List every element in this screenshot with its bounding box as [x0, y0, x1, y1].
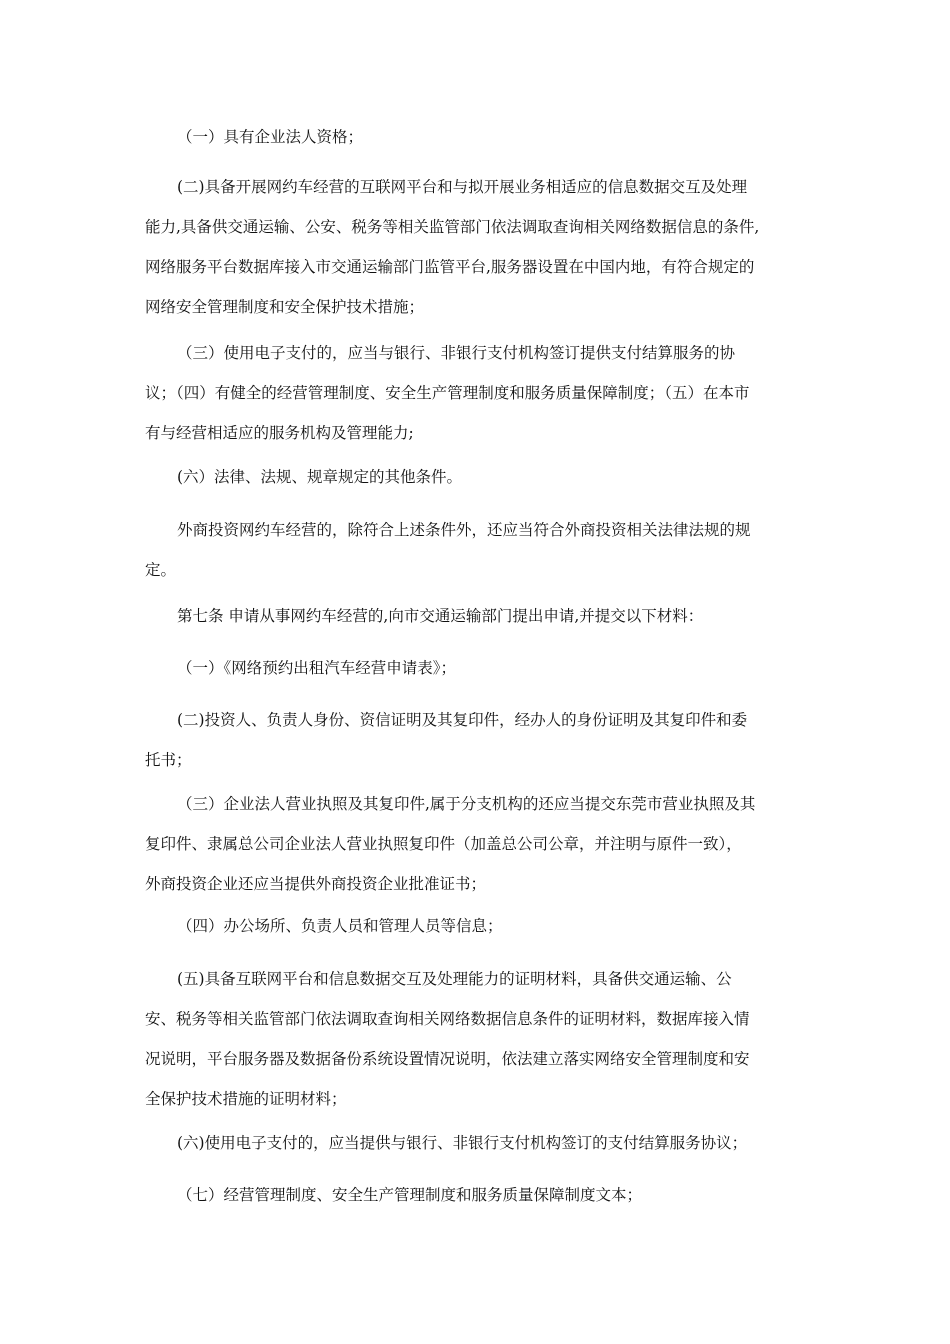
text-line: (六)使用电子支付的，应当提供与银行、非银行支付机构签订的支付结算服务协议；	[177, 1134, 748, 1152]
text-line: （三）使用电子支付的，应当与银行、非银行支付机构签订提供支付结算服务的协	[177, 344, 736, 362]
text-line: 外商投资企业还应当提供外商投资企业批准证书；	[145, 875, 487, 893]
text-line: (二)投资人、负责人身份、资信证明及其复印件，经办人的身份证明及其复印件和委	[177, 711, 748, 729]
text-line: 议；（四）有健全的经营管理制度、安全生产管理制度和服务质量保障制度；（五）在本市	[145, 384, 750, 402]
text-line: 定。	[145, 561, 177, 579]
text-line: 安、税务等相关监管部门依法调取查询相关网络数据信息条件的证明材料，数据库接入情	[145, 1010, 750, 1028]
text-line: (二)具备开展网约车经营的互联网平台和与拟开展业务相适应的信息数据交互及处理	[177, 178, 748, 196]
text-line: （一）《网络预约出租汽车经营申请表》；	[177, 659, 457, 677]
text-line: （七）经营管理制度、安全生产管理制度和服务质量保障制度文本；	[177, 1186, 643, 1204]
paragraph-item-1	[145, 117, 810, 157]
material-item-6	[145, 1123, 810, 1163]
text-line: 网络服务平台数据库接入市交通运输部门监管平台,服务器设置在中国内地，有符合规定的	[145, 258, 755, 276]
text-line: 况说明，平台服务器及数据备份系统设置情况说明，依法建立落实网络安全管理制度和安	[145, 1050, 750, 1068]
paragraph-item-6	[145, 457, 810, 497]
text-line: 网络安全管理制度和安全保护技术措施；	[145, 298, 425, 316]
text-line: （四）办公场所、负责人员和管理人员等信息；	[177, 917, 503, 935]
text-line: 复印件、隶属总公司企业法人营业执照复印件（加盖总公司公章，并注明与原件一致），	[145, 835, 742, 853]
text-line: 第七条 申请从事网约车经营的,向市交通运输部门提出申请,并提交以下材料：	[177, 607, 704, 625]
text-line: 托书；	[145, 751, 192, 769]
material-item-5	[145, 959, 810, 1119]
paragraph-item-3	[145, 333, 810, 453]
material-item-7	[145, 1175, 810, 1215]
material-item-2	[145, 700, 810, 780]
paragraph-foreign-investment	[145, 510, 810, 590]
text-line: （一）具有企业法人资格；	[177, 128, 364, 146]
paragraph-item-2	[145, 167, 810, 327]
text-line: (五)具备互联网平台和信息数据交互及处理能力的证明材料，具备供交通运输、公	[177, 970, 732, 988]
text-line: 能力,具备供交通运输、公安、税务等相关监管部门依法调取查询相关网络数据信息的条件,	[145, 218, 760, 236]
text-line: 有与经营相适应的服务机构及管理能力;	[145, 424, 414, 442]
text-line: （三）企业法人营业执照及其复印件,属于分支机构的还应当提交东莞市营业执照及其	[177, 795, 756, 813]
material-item-4	[145, 906, 810, 946]
text-line: 全保护技术措施的证明材料；	[145, 1090, 347, 1108]
text-line: (六）法律、法规、规章规定的其他条件。	[177, 468, 463, 486]
material-item-1	[145, 648, 810, 688]
text-line: 外商投资网约车经营的，除符合上述条件外，还应当符合外商投资相关法律法规的规	[177, 521, 751, 539]
material-item-3	[145, 784, 810, 904]
article-7-heading	[145, 596, 810, 636]
